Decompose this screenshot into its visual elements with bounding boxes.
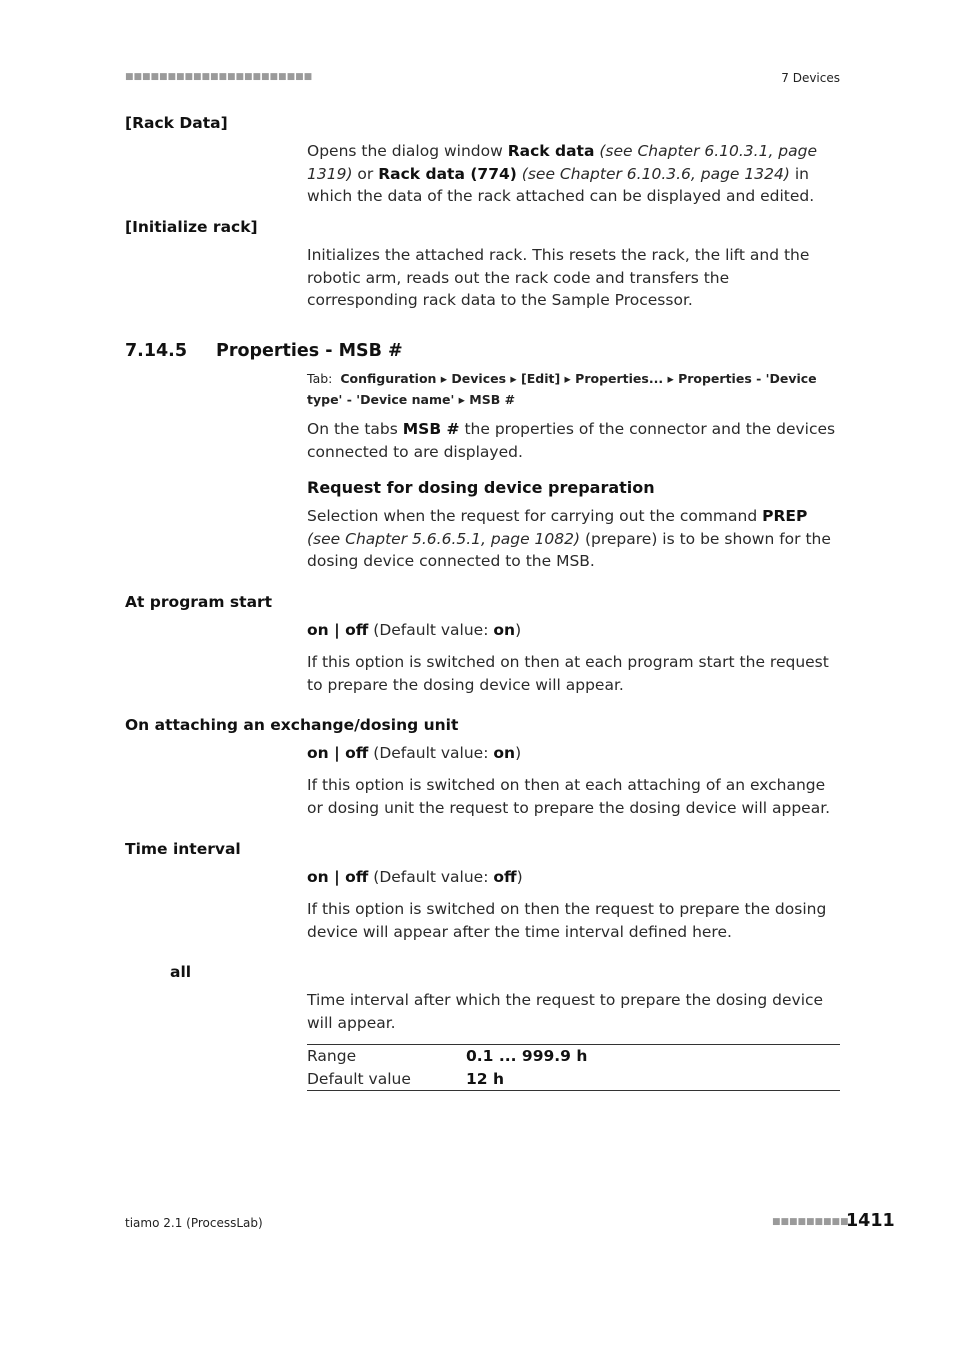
section-title: Properties - MSB # (216, 341, 403, 361)
rack-data-term: [Rack Data] (125, 114, 228, 132)
request-heading: Request for dosing device preparation (307, 478, 655, 497)
text-run: in which the data of the rack attached can be displayed and edited. (307, 164, 815, 206)
text-run: ) (515, 621, 522, 639)
program-start-description: If this option is switched on then at each program start the request to prepare the dosing device will appear. (307, 653, 829, 694)
text-run: the properties of the connector and the devices connected to are displayed. (307, 420, 836, 461)
chapter-reference-link[interactable]: (see Chapter 6.10.3.1, page 1319) (307, 142, 818, 183)
intro-paragraph (307, 418, 841, 463)
all-description: Time interval after which the request to prepare the dosing device will appear. (307, 991, 824, 1032)
option-values: on | off (307, 868, 369, 886)
text-run: (prepare) is to be shown for the dosing device connected to the MSB. (307, 529, 831, 571)
text-run: On the tabs (307, 420, 403, 438)
time-interval-term: Time interval (125, 840, 241, 858)
tab-path (307, 368, 847, 410)
header-chapter: 7 Devices (781, 71, 840, 85)
text-run: Opens the dialog window (307, 142, 508, 160)
text-run: or (352, 164, 379, 183)
msb-tab-label: MSB # (402, 420, 460, 438)
default-value: off (493, 868, 517, 886)
footer-product: tiamo 2.1 (ProcessLab) (125, 1216, 263, 1230)
tab-prefix: Tab: (307, 371, 333, 386)
page-number: 1411 (846, 1211, 895, 1231)
time-interval-description: If this option is switched on then the request to prepare the dosing device will appear after the time interval defined here. (307, 900, 827, 941)
request-description (307, 505, 841, 573)
time-interval-values (307, 866, 841, 889)
table-row (307, 1068, 840, 1091)
initialize-rack-term: [Initialize rack] (125, 218, 258, 236)
default-value: on (493, 621, 516, 639)
section-number: 7.14.5 (125, 341, 188, 361)
text-run: (Default value: (368, 621, 494, 639)
all-term: all (170, 963, 192, 981)
default-value-label: Default value (307, 1069, 411, 1088)
text-run: ) (516, 868, 523, 886)
chapter-reference-link[interactable]: (see Chapter 6.10.3.6, page 1324) (516, 164, 790, 183)
range-label: Range (307, 1047, 357, 1065)
option-values: on | off (307, 744, 369, 762)
section-heading (125, 341, 403, 361)
attaching-description: If this option is switched on then at each attaching of an exchange or dosing unit the request to prepare the dosing device will appear. (307, 776, 831, 817)
text-run: ) (515, 744, 522, 762)
header-dots: ■■■■■■■■■■■■■■■■■■■■■■ (125, 72, 313, 82)
default-value-value: 12 h (466, 1069, 505, 1088)
chapter-reference-link[interactable]: (see Chapter 5.6.6.5.1, page 1082) (307, 529, 581, 548)
text-run: (Default value: (368, 868, 494, 886)
initialize-rack-description: Initializes the attached rack. This resets the rack, the lift and the robotic arm, reads out the rack code and transfers the corresponding rack data to the Sample Processor. (307, 246, 810, 310)
rack-data-description (307, 140, 841, 208)
option-values: on | off (307, 621, 369, 639)
range-value: 0.1 ... 999.9 h (466, 1047, 588, 1065)
prep-command-label: PREP (762, 507, 808, 525)
parameter-table (307, 1044, 840, 1091)
footer-dots: ■■■■■■■■■ (772, 1217, 849, 1227)
rack-data-774-label: Rack data (774) (378, 164, 517, 183)
default-value: on (493, 744, 516, 762)
text-run: (Default value: (368, 744, 494, 762)
attaching-values (307, 742, 841, 765)
text-run: Selection when the request for carrying out the command (307, 507, 763, 525)
program-start-term: At program start (125, 593, 273, 611)
program-start-values (307, 619, 841, 642)
rack-data-link-label: Rack data (507, 142, 595, 160)
attaching-term: On attaching an exchange/dosing unit (125, 716, 459, 734)
table-row (307, 1045, 840, 1068)
tab-navigation-path: Configuration ▸ Devices ▸ [Edit] ▸ Properties... ▸ Properties - 'Device type' - 'Device name' ▸ MSB # (307, 371, 817, 407)
